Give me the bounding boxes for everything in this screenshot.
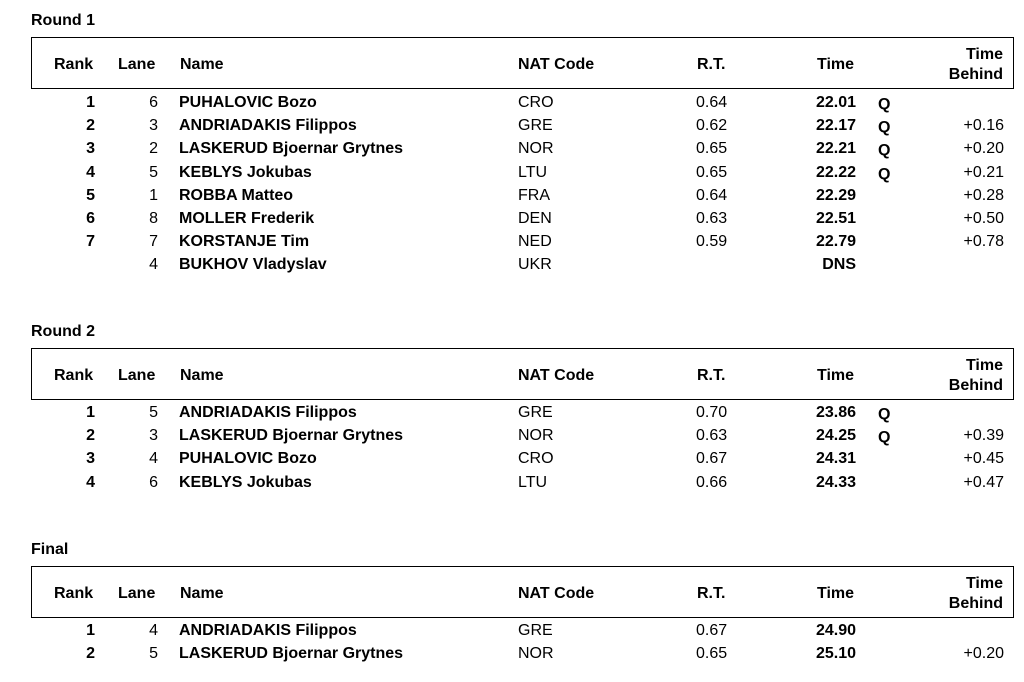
- time-behind-cell: +0.39: [963, 427, 1004, 445]
- time-behind-cell: +0.21: [963, 163, 1004, 181]
- header-time-behind-line1: Time: [965, 46, 1003, 63]
- reaction-time-cell: 0.64: [696, 94, 728, 111]
- nat-code-cell: LTU: [518, 473, 548, 491]
- header-time-behind-line2: Behind: [948, 66, 1003, 83]
- rank-cell: 4: [86, 163, 95, 181]
- lane-cell: 5: [149, 404, 158, 421]
- table-header: [31, 37, 1014, 89]
- time-cell: 22.29: [815, 186, 856, 204]
- nat-code-cell: LTU: [518, 163, 548, 181]
- header-time-behind-line2: Behind: [948, 377, 1003, 394]
- reaction-time-cell: 0.66: [696, 473, 728, 491]
- time-behind-cell: +0.28: [963, 186, 1004, 204]
- athlete-name: ROBBA Matteo: [179, 186, 294, 204]
- table-row: [0, 403, 1024, 426]
- lane-cell: 2: [149, 140, 158, 158]
- time-behind-cell: +0.47: [963, 473, 1004, 491]
- time-cell: 24.33: [815, 473, 856, 491]
- nat-code-cell: NOR: [518, 140, 554, 158]
- reaction-time-cell: 0.64: [696, 186, 728, 204]
- table-row: [0, 209, 1024, 232]
- header-rt: R.T.: [697, 585, 726, 602]
- table-row: [0, 139, 1024, 162]
- rank-cell: 1: [86, 94, 95, 111]
- header-time: Time: [817, 585, 855, 602]
- rank-cell: 5: [86, 186, 95, 204]
- time-behind-cell: +0.20: [963, 645, 1004, 663]
- table-row: [0, 232, 1024, 255]
- reaction-time-cell: 0.63: [696, 427, 728, 445]
- nat-code-cell: DEN: [518, 210, 552, 227]
- athlete-name: BUKHOV Vladyslav: [179, 256, 327, 274]
- header-time-behind-line2: Behind: [948, 595, 1003, 612]
- reaction-time-cell: 0.59: [696, 233, 728, 251]
- qualified-mark: Q: [878, 96, 891, 113]
- lane-cell: 3: [149, 427, 158, 445]
- time-cell: 22.79: [815, 233, 856, 251]
- nat-code-cell: CRO: [518, 94, 554, 111]
- time-behind-cell: +0.20: [963, 140, 1004, 158]
- table-header: [31, 348, 1014, 400]
- lane-cell: 5: [149, 163, 158, 181]
- time-cell: 23.86: [815, 404, 856, 421]
- nat-code-cell: NOR: [518, 645, 554, 663]
- round-title: Final: [31, 541, 69, 558]
- nat-code-cell: FRA: [518, 186, 550, 204]
- lane-cell: 1: [149, 186, 158, 204]
- header-nat-code: NAT Code: [518, 585, 595, 602]
- rank-cell: 2: [86, 117, 95, 135]
- table-row: [0, 644, 1024, 667]
- header-name: Name: [180, 56, 224, 73]
- table-row: [0, 93, 1024, 116]
- lane-cell: 8: [149, 210, 158, 227]
- header-rt: R.T.: [697, 56, 726, 73]
- athlete-name: ANDRIADAKIS Filippos: [179, 622, 357, 639]
- athlete-name: LASKERUD Bjoernar Grytnes: [179, 645, 404, 663]
- table-row: [0, 621, 1024, 644]
- lane-cell: 4: [149, 450, 158, 468]
- athlete-name: KEBLYS Jokubas: [179, 473, 312, 491]
- header-time: Time: [817, 56, 855, 73]
- table-row: [0, 186, 1024, 209]
- reaction-time-cell: 0.62: [696, 117, 728, 135]
- lane-cell: 6: [149, 473, 158, 491]
- qualified-mark: Q: [878, 119, 891, 137]
- reaction-time-cell: 0.65: [696, 645, 728, 663]
- lane-cell: 6: [149, 94, 158, 111]
- header-time-behind-line1: Time: [965, 575, 1003, 592]
- reaction-time-cell: 0.67: [696, 450, 728, 468]
- reaction-time-cell: 0.65: [696, 140, 728, 158]
- athlete-name: ANDRIADAKIS Filippos: [179, 117, 357, 135]
- header-rank: Rank: [54, 367, 94, 384]
- header-nat-code: NAT Code: [518, 367, 595, 384]
- time-cell: 22.22: [815, 163, 856, 181]
- time-cell: 22.51: [815, 210, 856, 227]
- time-behind-cell: +0.16: [963, 117, 1004, 135]
- athlete-name: KEBLYS Jokubas: [179, 163, 312, 181]
- athlete-name: KORSTANJE Tim: [179, 233, 310, 251]
- time-behind-cell: +0.45: [963, 450, 1004, 468]
- time-behind-cell: +0.50: [963, 210, 1004, 227]
- rank-cell: 2: [86, 645, 95, 663]
- nat-code-cell: CRO: [518, 450, 554, 468]
- rank-cell: 3: [86, 450, 95, 468]
- qualified-mark: Q: [878, 406, 891, 423]
- header-lane: Lane: [118, 367, 156, 384]
- nat-code-cell: UKR: [518, 256, 552, 274]
- time-cell: 22.17: [815, 117, 856, 135]
- table-row: [0, 116, 1024, 139]
- lane-cell: 4: [149, 622, 158, 639]
- round-title: Round 2: [31, 323, 95, 340]
- rank-cell: 3: [86, 140, 95, 158]
- nat-code-cell: GRE: [518, 404, 553, 421]
- header-rank: Rank: [54, 56, 94, 73]
- lane-cell: 3: [149, 117, 158, 135]
- time-cell: 24.90: [815, 622, 856, 639]
- nat-code-cell: NED: [518, 233, 552, 251]
- time-cell: 24.31: [815, 450, 856, 468]
- table-row: [0, 449, 1024, 472]
- header-rank: Rank: [54, 585, 94, 602]
- athlete-name: LASKERUD Bjoernar Grytnes: [179, 427, 404, 445]
- table-header: [31, 566, 1014, 618]
- qualified-mark: Q: [878, 165, 891, 183]
- rank-cell: 2: [86, 427, 95, 445]
- reaction-time-cell: 0.65: [696, 163, 728, 181]
- header-nat-code: NAT Code: [518, 56, 595, 73]
- athlete-name: MOLLER Frederik: [179, 210, 315, 227]
- rank-cell: 6: [86, 210, 95, 227]
- athlete-name: PUHALOVIC Bozo: [179, 94, 317, 111]
- time-cell: 22.21: [815, 140, 856, 158]
- reaction-time-cell: 0.67: [696, 622, 728, 639]
- header-time-behind-line1: Time: [965, 357, 1003, 374]
- header-lane: Lane: [118, 56, 156, 73]
- reaction-time-cell: 0.63: [696, 210, 728, 227]
- rank-cell: 1: [86, 622, 95, 639]
- time-cell: 25.10: [815, 645, 856, 663]
- header-name: Name: [180, 585, 224, 602]
- header-name: Name: [180, 367, 224, 384]
- qualified-mark: Q: [878, 429, 891, 447]
- time-cell: 22.01: [815, 94, 856, 111]
- round-title: Round 1: [31, 12, 95, 29]
- header-lane: Lane: [118, 585, 156, 602]
- rank-cell: 7: [86, 233, 95, 251]
- time-cell: DNS: [822, 256, 856, 274]
- athlete-name: LASKERUD Bjoernar Grytnes: [179, 140, 404, 158]
- rank-cell: 1: [86, 404, 95, 421]
- reaction-time-cell: 0.70: [696, 404, 728, 421]
- header-rt: R.T.: [697, 367, 726, 384]
- qualified-mark: Q: [878, 142, 891, 160]
- lane-cell: 5: [149, 645, 158, 663]
- athlete-name: PUHALOVIC Bozo: [179, 450, 317, 468]
- nat-code-cell: GRE: [518, 622, 553, 639]
- table-row: [0, 473, 1024, 496]
- lane-cell: 4: [149, 256, 158, 274]
- rank-cell: 4: [86, 473, 95, 491]
- nat-code-cell: GRE: [518, 117, 553, 135]
- header-time: Time: [817, 367, 855, 384]
- time-cell: 24.25: [815, 427, 856, 445]
- table-row: [0, 163, 1024, 186]
- lane-cell: 7: [149, 233, 158, 251]
- time-behind-cell: +0.78: [963, 233, 1004, 251]
- table-row: [0, 255, 1024, 278]
- nat-code-cell: NOR: [518, 427, 554, 445]
- athlete-name: ANDRIADAKIS Filippos: [179, 404, 357, 421]
- table-row: [0, 426, 1024, 449]
